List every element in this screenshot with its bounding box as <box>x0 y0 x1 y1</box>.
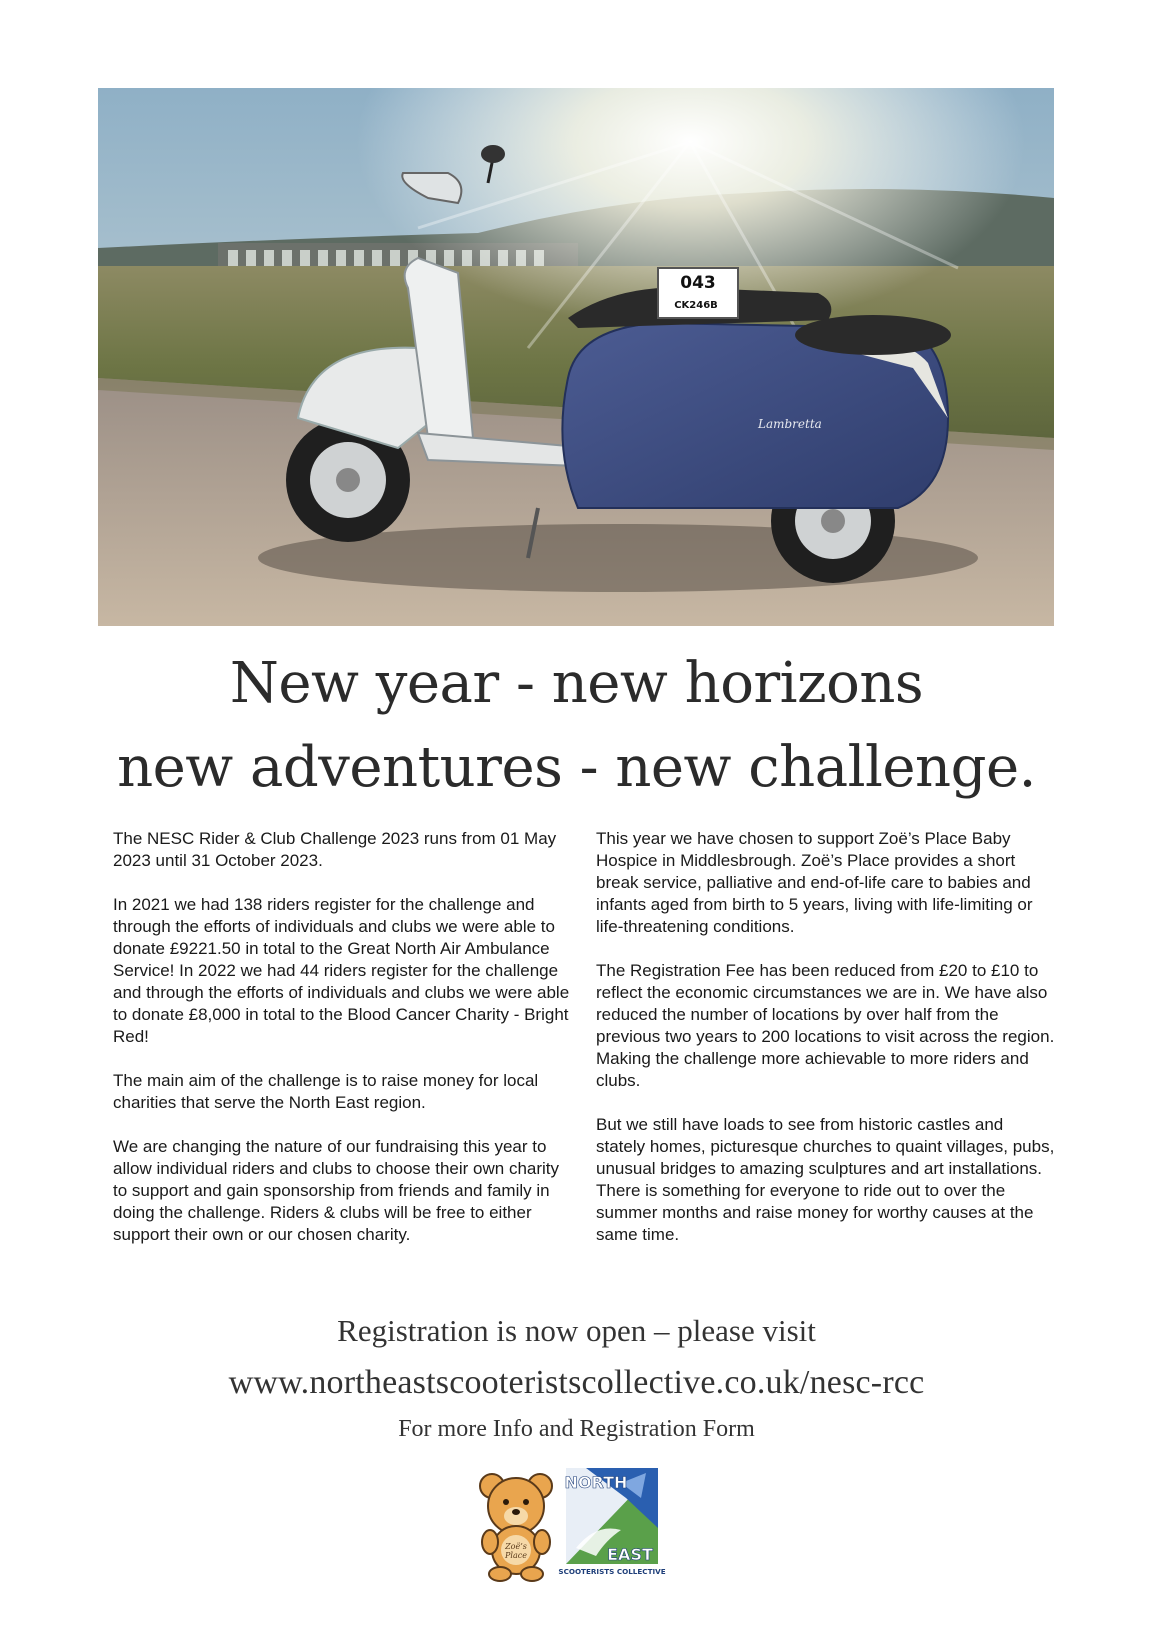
left-column <box>113 828 573 1268</box>
registration-open-text: Registration is now open – please visit <box>337 1313 816 1348</box>
nesc-logo-top: NORTH <box>564 1473 628 1492</box>
zoes-logo-line2: Place <box>505 1551 527 1560</box>
right-column <box>596 828 1056 1268</box>
hero-photo <box>98 88 1054 626</box>
zoes-place-bear-logo <box>476 1470 556 1582</box>
paragraph-charity: This year we have chosen to support Zoë’s Place Baby Hospice in Middlesbrough. Zoë’s Place provides a short break service, palliative and end-of-life care to babies and infants aged from birth to 5 years, living with life-limiting or life-threatening conditions. <box>596 829 1033 936</box>
sponsor-logos <box>476 1468 676 1590</box>
badge-text: CK246B <box>674 300 718 311</box>
headline-line-2: new adventures - new challenge. <box>117 735 1036 800</box>
paragraph-history: In 2021 we had 138 riders register for the challenge and through the efforts of individuals and clubs we were able to donate £9221.50 in total to the Great North Air Ambulance Service! In 2022 we had 44 riders register for the challenge and through the efforts of individuals and clubs we were able to donate £8,000 in total to the Blood Cancer Charity - Bright Red! <box>113 895 570 1046</box>
nesc-logo <box>558 1468 666 1578</box>
paragraph-aim: The main aim of the challenge is to raise money for local charities that serve the North East region. <box>113 1071 539 1112</box>
plate-number: 043 <box>680 273 716 293</box>
paragraph-dates: The NESC Rider & Club Challenge 2023 runs from 01 May 2023 until 31 October 2023. <box>113 829 557 870</box>
nesc-logo-bottom: EAST <box>607 1545 653 1564</box>
paragraph-locations: But we still have loads to see from historic castles and stately homes, picturesque churches to quaint villages, pubs, unusual bridges to amazing sculptures and art installations. There is something for everyone to ride out to over the summer months and raise money for worthy causes at the same time. <box>596 1115 1055 1244</box>
zoes-logo-line1: Zoë’s <box>505 1542 527 1551</box>
side-script: Lambretta <box>758 417 822 431</box>
headline <box>0 642 1153 810</box>
paragraph-fee: The Registration Fee has been reduced from £20 to £10 to reflect the economic circumstances we are in. We have also reduced the number of locations by over half from the previous two years to 200 locations to visit across the region. Making the challenge more achievable to more riders and clubs. <box>596 961 1055 1090</box>
registration-info-text: For more Info and Registration Form <box>398 1416 755 1442</box>
scooter-photo-illustration <box>98 88 1054 626</box>
paragraph-fundraising: We are changing the nature of our fundraising this year to allow individual riders and clubs to choose their own charity to support and gain sponsorship from friends and family in doing the challenge. Riders & clubs will be free to either support their own or our chosen charity. <box>113 1137 560 1244</box>
headline-line-1: New year - new horizons <box>229 651 924 716</box>
registration-url[interactable]: www.northeastscooteristscollective.co.uk/nesc-rcc <box>228 1364 925 1401</box>
nesc-logo-tagline: SCOOTERISTS COLLECTIVE <box>558 1567 666 1576</box>
